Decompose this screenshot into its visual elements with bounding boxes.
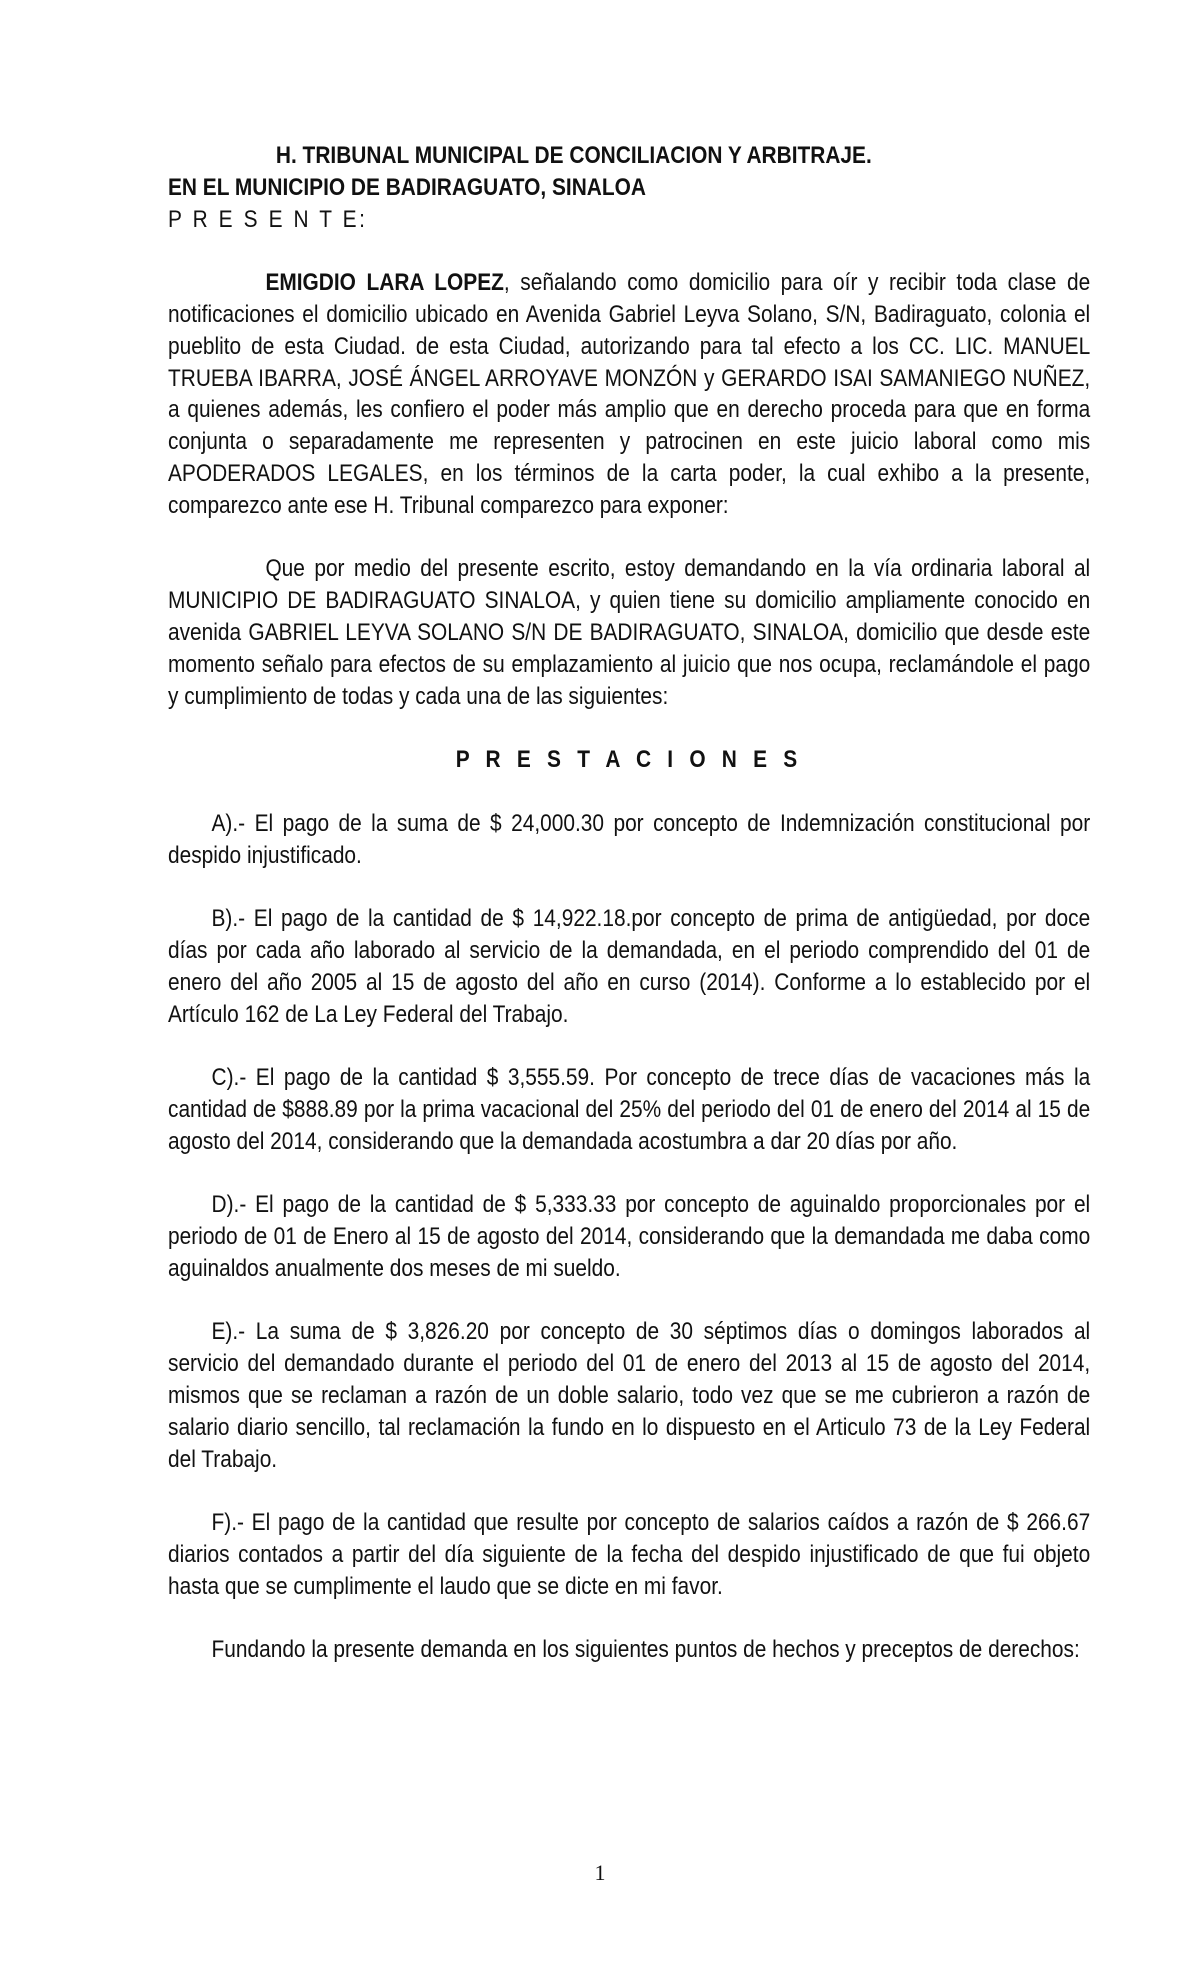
claim-item-b: B).- El pago de la cantidad de $ 14,922.18.por concepto de prima de antigüedad, por doce días por cada año laborado al servicio de la demandada, en el periodo comprendido del 01 de enero del año 2005 al 15 de agosto del año en curso (2014). Conforme a lo establecido por el Artículo 162 de La Ley Federal del Trabajo. bbox=[168, 905, 1091, 1028]
plaintiff-name: EMIGDIO LARA LOPEZ bbox=[265, 269, 504, 297]
intro-text: , señalando como domicilio para oír y recibir toda clase de notificaciones el domicilio ubicado en Avenida Gabriel Leyva Solano, S/N, Badiraguato, colonia el pueblito de esta Ciudad. de esta Ciudad, autorizando para tal efecto a los CC. LIC. MANUEL TRUEBA IBARRA, JOSÉ ÁNGEL ARROYAVE MONZÓN y GERARDO ISAI SAMANIEGO NUÑEZ, a quienes además, les confiero el poder más amplio que en derecho proceda para que en forma conjunta o separadamente me representen y patrocinen en este juicio laboral como mis APODERADOS LEGALES, en los términos de la carta poder, la cual exhibo a la presente, comparezco ante ese H. Tribunal comparezco para exponer: bbox=[168, 269, 1091, 519]
spacer bbox=[168, 1285, 1090, 1317]
spacer bbox=[168, 1158, 1090, 1190]
spacer bbox=[168, 1030, 1090, 1062]
closing-paragraph: Fundando la presente demanda en los siguientes puntos de hechos y preceptos de derechos: bbox=[211, 1636, 1080, 1664]
claim-item-f: F).- El pago de la cantidad que resulte por concepto de salarios caídos a razón de $ 266.67 diarios contados a partir del día siguiente de la fecha del despido injustificado de que fui objeto hasta que se cumplimente el laudo que se dicte en mi favor. bbox=[168, 1509, 1091, 1600]
claim-item-a: A).- El pago de la suma de $ 24,000.30 por concepto de Indemnización constitucional por despido injustificado. bbox=[168, 809, 1091, 869]
claim-item-d: D).- El pago de la cantidad de $ 5,333.33 por concepto de aguinaldo proporcionales por el periodo de 01 de Enero al 15 de agosto del 2014, considerando que la demandada me daba como aguinaldos anualmente dos meses de mi sueldo. bbox=[168, 1191, 1091, 1282]
spacer bbox=[168, 235, 1090, 267]
addressee-line-2: EN EL MUNICIPIO DE BADIRAGUATO, SINALOA bbox=[168, 173, 646, 201]
spacer bbox=[168, 1475, 1090, 1507]
claim-item-e: E).- La suma de $ 3,826.20 por concepto de 30 séptimos días o domingos laborados al servicio del demandado durante el periodo del 01 de enero del 2013 al 15 de agosto del 2014, mismos que se reclaman a razón de un doble salario, todo vez que se me cubrieron a razón de salario diario sencillo, tal reclamación la fundo en lo dispuesto en el Articulo 73 de la Ley Federal del Trabajo. bbox=[168, 1318, 1091, 1473]
document-body bbox=[168, 140, 1091, 1666]
intro-paragraph bbox=[168, 267, 1090, 521]
spacer bbox=[168, 776, 1090, 808]
spacer bbox=[168, 1603, 1090, 1635]
spacer bbox=[168, 871, 1090, 903]
presente-line: P R E S E N T E: bbox=[168, 205, 368, 233]
spacer bbox=[168, 522, 1090, 554]
page-number: 1 bbox=[594, 1860, 606, 1885]
claim-item-c: C).- El pago de la cantidad $ 3,555.59. Por concepto de trece días de vacaciones más la cantidad de $888.89 por la prima vacacional del 25% del periodo del 01 de enero del 2014 al 15 de agosto del 2014, considerando que la demandada acostumbra a dar 20 días por año. bbox=[168, 1064, 1091, 1155]
section-title: P R E S T A C I O N E S bbox=[455, 746, 803, 774]
addressee-line-1: H. TRIBUNAL MUNICIPAL DE CONCILIACION Y ARBITRAJE. bbox=[275, 142, 872, 169]
spacer bbox=[168, 712, 1090, 744]
demand-paragraph: Que por medio del presente escrito, estoy demandando en la vía ordinaria laboral al MUNICIPIO DE BADIRAGUATO SINALOA, y quien tiene su domicilio ampliamente conocido en avenida GABRIEL LEYVA SOLANO S/N DE BADIRAGUATO, SINALOA, domicilio que desde este momento señalo para efectos de su emplazamiento al juicio que nos ocupa, reclamándole el pago y cumplimiento de todas y cada una de las siguientes: bbox=[168, 555, 1091, 710]
